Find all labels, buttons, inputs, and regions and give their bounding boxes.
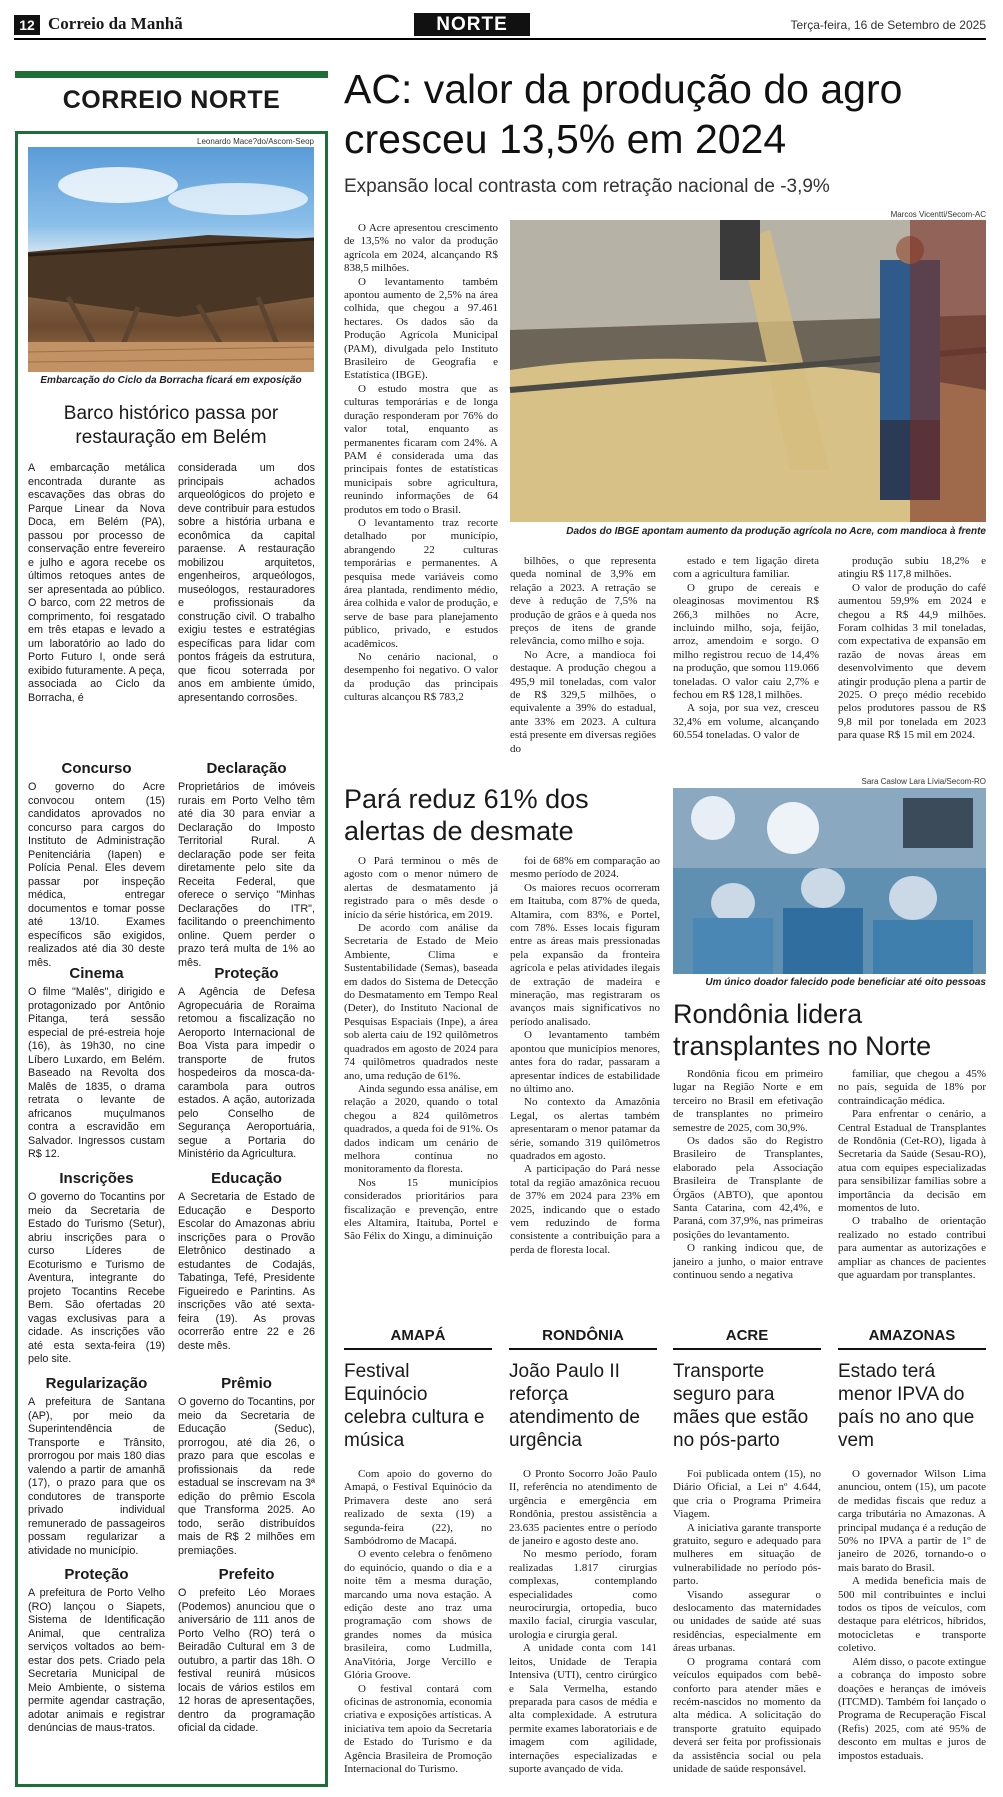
rondonia-photo-caption: Um único doador falecido pode beneficiar até oito pessoas bbox=[705, 977, 986, 988]
paragraph: produção subiu 18,2% e atingiu R$ 117,8 milhões. bbox=[838, 555, 986, 581]
paragraph: O trabalho de orientação realizado no estado contribui para aumentar as autorizações e ampliar as chances de pacientes que aguardam por transplantes. bbox=[838, 1215, 986, 1282]
main-col4 bbox=[838, 555, 986, 742]
note-title: Proteção bbox=[64, 1566, 129, 1583]
paragraph: Os maiores recuos ocorreram em Itaituba, com 87% de queda, Altamira, com 83%, e Portel, com 78%. Esses locais figuram entre as áreas mais pressionadas pela expansão da fronteira agrícola e pelas atividades ilegais de extração de madeira e mineração, mas registraram os avanços mais significativos no período analisado. bbox=[510, 881, 660, 1028]
para-col1 bbox=[344, 855, 498, 1305]
sidebar-top-bar bbox=[15, 71, 328, 78]
sidebar-lead-col1: A embarcação metálica encontrada durante as escavações das obras do Parque Linear da Nova Doca, em Belém (PA), passou por processo de conservação entre fevereiro e julho e agora recebe os últimos retoques antes de ser apresentada ao público. O barco, com 22 metros de comprimento, foi resgatado em três etapas e levado a um laboratório ao lado do Porto Futuro I, onde será exibido futuramente. A peça, associada ao Ciclo da Borracha, é bbox=[28, 462, 165, 704]
note-text: O governo do Tocantins, por meio da Secretaria de Educação (Seduc), prorrogou, até dia 26, o prazo para que escolas e profissionais da rede estadual se inscrevam na 3ª edição do prêmio Escola que Transforma 2025. Ao todo, serão distribuídos mais de R$ 2 milhões em premiações. bbox=[178, 1396, 315, 1557]
para-headline: Pará reduz 61% dos alertas de desmate bbox=[344, 784, 589, 846]
note-title: Prêmio bbox=[221, 1375, 272, 1392]
sidebar-lead-col2: considerada um dos principais achados arqueológicos do projeto e deve contribuir para estudos sobre a história urbana e econômica da capital paraense. A restauração mobilizou arquitetos, engenheiros, arqueólogos, museólogos, restauradores e profissionais da construção civil. O trabalho exigiu testes e estratégias específicas para lidar com pontos frágeis da estrutura, que ficou soterrada por anos em ambiente úmido, apresentando corrosões. bbox=[178, 462, 315, 704]
note-declaracao bbox=[178, 760, 315, 969]
note-title: Declaração bbox=[206, 760, 287, 777]
paragraph: De acordo com análise da Secretaria de Estado de Meio Ambiente, Clima e Sustentabilidade (Semas), baseada em dados do Sistema de Detecção do Desmatamento em Tempo Real (Deter), do Instituto Nacional de Pesquisas Espaciais (Inpe), a área sob alerta caiu de 192 quilômetros quadrados em agosto de 2024 para 74 quilômetros quadrados neste ano, uma redução de 61%. bbox=[344, 922, 498, 1082]
paragraph: A iniciativa garante transporte gratuito, seguro e adequado para mulheres em situação de vulnerabilidade no período pós-parto. bbox=[673, 1521, 821, 1588]
paragraph: O Pará terminou o mês de agosto com o menor número de alertas de desmatamento já registrado para o mês desde o início da série histórica, em 2019. bbox=[344, 855, 498, 921]
bottom-text bbox=[509, 1468, 657, 1773]
bottom-headline: Estado terá menor IPVA do país no ano que vem bbox=[838, 1361, 975, 1451]
main-col3 bbox=[673, 555, 819, 742]
note-title: Proteção bbox=[214, 965, 279, 982]
grain-photo bbox=[510, 220, 986, 522]
note-text: A Agência de Defesa Agropecuária de Roraima retomou a fiscalização no Aeroporto Internacional de Boa Vista para impedir o transporte de frutos hospedeiros da mosca-da-carambola para outros estados. A ação, autorizada pelo Conselho de Segurança Aeroportuária, segue a Portaria do Ministério da Agricultura. bbox=[178, 986, 315, 1160]
note-text: O filme "Malês", dirigido e protagonizado por Antônio Pitanga, terá sessão especial de pré-estreia hoje (16), às 19h30, no cine Líbero Luxardo, em Belém. Baseado na Revolta dos Malês de 1835, o drama retrata o levante de africanos muçulmanos contra a escravidão em Salvador. Ingressos custam R$ 12. bbox=[28, 986, 165, 1160]
paragraph: bilhões, o que representa queda nominal de 3,9% em relação a 2023. A retração se deve à redução de 7,5% na produção de grãos e à queda nos preços de itens de grande relevância, como milho e soja. bbox=[510, 555, 656, 648]
page-header bbox=[14, 12, 986, 38]
bottom-story-amapa bbox=[344, 1327, 492, 1773]
boat-photo-art bbox=[28, 147, 314, 372]
bottom-headline: Transporte seguro para mães que estão no pós-parto bbox=[673, 1361, 809, 1451]
paragraph: Foi publicada ontem (15), no Diário Oficial, a Lei nº 4.644, que cria o Programa Primeira Viagem. bbox=[673, 1468, 821, 1521]
note-protecao-2 bbox=[28, 1566, 165, 1749]
main-headline: AC: valor da produção do agro cresceu 13,5% em 2024 bbox=[344, 66, 903, 162]
paragraph: O levantamento traz recorte detalhado por município, abrangendo 22 culturas temporárias e permanentes. A pesquisa mede variáveis como área plantada, rendimento médio, área colhida e valor de produção, e serve de base para planejamento público, privado, e estudos acadêmicos. bbox=[344, 516, 498, 650]
issue-date: Terça-feira, 16 de Setembro de 2025 bbox=[790, 18, 986, 32]
paragraph: No cenário nacional, o desempenho foi negativo. O valor da produção das principais culturas alcançou R$ 783,2 bbox=[344, 651, 498, 704]
bottom-headline: João Paulo II reforça atendimento de urgência bbox=[509, 1361, 640, 1451]
note-inscricoes bbox=[28, 1170, 165, 1367]
paragraph: No Acre, a mandioca foi destaque. A produção chegou a 495,9 mil toneladas, com valor de R$ 329,5 milhões, o equivalente a 39% do estadual, ante 33% em 2023. A cultura está presente em diversas regiões do bbox=[510, 648, 656, 755]
note-educacao bbox=[178, 1170, 315, 1367]
paragraph: O levantamento também apontou aumento de 2,5% na área colhida, que chegou a 97.461 hectares. Os dados são da Produção Agrícola Municipal (PAM), divulgada pelo Instituto Brasileiro de Geografia e Estatística (IBGE). bbox=[344, 275, 498, 382]
sidebar-headline: Barco histórico passa por restauração em Belém bbox=[63, 403, 279, 448]
bottom-headline: Festival Equinócio celebra cultura e música bbox=[344, 1361, 485, 1451]
state-label: AMAZONAS bbox=[838, 1327, 986, 1350]
note-prefeito bbox=[178, 1566, 315, 1749]
bottom-story-acre bbox=[673, 1327, 821, 1773]
surgery-photo bbox=[673, 788, 986, 974]
note-protecao-1 bbox=[178, 965, 315, 1162]
boat-photo bbox=[28, 147, 314, 372]
state-label: ACRE bbox=[673, 1327, 821, 1350]
note-text: A Secretaria de Estado de Educação e Desporto Escolar do Amazonas abriu inscrições para o Provão Eletrônico destinado a estudantes de Codajás, Tabatinga, Tefé, Presidente Figueiredo e Parintins. As inscrições vão até sexta-feira (19). As provas ocorrerão entre 22 e 26 deste mês. bbox=[178, 1191, 315, 1352]
paragraph: O Pronto Socorro João Paulo II, referência no atendimento de urgência e emergência em Rondônia, prestou assistência a 23.635 pacientes entre o período de janeiro e agosto deste ano. bbox=[509, 1468, 657, 1548]
note-cinema bbox=[28, 965, 165, 1162]
note-text: O governo do Tocantins por meio da Secretaria de Estado do Turismo (Setur), abriu inscrições para o curso Líderes de Ecoturismo e Turismo de Aventura, integrante do projeto Tocantins Recebe Bem. São ofertadas 20 vagas exclusivas para a cidade. As inscrições vão até esta sexta-feira (19) pelo site. bbox=[28, 1191, 165, 1365]
sidebar-photo-caption: Embarcação do Ciclo da Borracha ficará em exposição bbox=[40, 375, 302, 386]
sidebar-notes-left bbox=[28, 752, 165, 1749]
paragraph: O ranking indicou que, de janeiro a junho, o maior entrave continuou sendo a negativa bbox=[673, 1242, 823, 1282]
sidebar-title: CORREIO NORTE bbox=[62, 86, 281, 114]
header-rule bbox=[14, 38, 986, 40]
paragraph: O valor de produção do café aumentou 59,9% em 2024 e chegou a R$ 44,9 milhões. Foram colhidas 3 mil toneladas, com expectativa de expansão em razão de novas áreas em desenvolvimento que devem atingir produção plena a partir de 2025. O preço médio recebido pelos produtores passou de R$ 9,8 mil por tonelada em 2023 para quase R$ 15 mil em 2024. bbox=[838, 581, 986, 742]
paragraph: O evento celebra o fenômeno do equinócio, quando o dia e a noite têm a mesma duração, marcando uma nova estação. A edição deste ano traz uma programação com shows de grandes nomes da música brasileira, como Ludmilla, AnaVitória, Jorge Vercillo e Glória Groove. bbox=[344, 1548, 492, 1682]
state-label: AMAPÁ bbox=[344, 1327, 492, 1350]
note-text: O prefeito Léo Moraes (Podemos) anunciou que o aniversário de 111 anos de Porto Velho (RO) terá o Beiradão Cultural em 3 de outubro, a partir das 18h. O festival reunirá músicos locais de vários estilos em 12 horas de apresentações, dentro da programação oficial da cidade. bbox=[178, 1587, 315, 1734]
paragraph: O estudo mostra que as culturas temporárias e de longa duração responderam por 76% do valor total, enquanto as permanentes ficaram com 24%. A PAM é considerada uma das principais fontes de estatísticas municipais sobre agricultura, reunindo informações de 64 produtos em todo o Brasil. bbox=[344, 382, 498, 516]
paper-name: Correio da Manhã bbox=[48, 14, 183, 33]
rondonia-photo-credit: Sara Caslow Lara Lívia/Secom-RO bbox=[861, 777, 986, 786]
main-col2 bbox=[510, 555, 656, 755]
main-subhead: Expansão local contrasta com retração nacional de -3,9% bbox=[344, 176, 830, 197]
surgery-photo-art bbox=[673, 788, 986, 974]
paragraph: Visando assegurar o deslocamento das maternidades ou unidades de saúde até suas residências, especialmente em áreas urbanas. bbox=[673, 1588, 821, 1655]
note-text: A prefeitura de Porto Velho (RO) lançou o Siapets, Sistema de Identificação Animal, que centraliza serviços voltados ao bem-estar dos pets. Criado pela Secretaria Municipal de Meio Ambiente, o sistema permite agendar castração, adotar animais e registrar denúncias de maus-tratos. bbox=[28, 1587, 165, 1734]
paragraph: O Acre apresentou crescimento de 13,5% no valor da produção agrícola em 2024, alcançando R$ 838,5 milhões. bbox=[344, 222, 498, 275]
paragraph: estado e tem ligação direta com a agricultura familiar. bbox=[673, 555, 819, 581]
paragraph: O levantamento também apontou que municípios menores, antes fora do radar, passaram a apresentar índices de estabilidade no último ano. bbox=[510, 1029, 660, 1095]
paragraph: No mesmo período, foram realizadas 1.817 cirurgias complexas, contemplando especialidades como neurocirurgia, ortopedia, buco maxilo facial, cirurgia vascular, urologia e cirurgia geral. bbox=[509, 1548, 657, 1641]
bottom-strip bbox=[344, 1327, 986, 1787]
main-photo-caption: Dados do IBGE apontam aumento da produção agrícola no Acre, com mandioca à frente bbox=[566, 526, 986, 537]
paragraph: O grupo de cereais e oleaginosas movimentou R$ 266,3 milhões no Acre, incluindo milho, soja, feijão, arroz, amendoim e sorgo. O milho registrou recuo de 14,4% na produção, que somou 119.066 toneladas. O valor caiu 2,7% e fechou em R$ 128,1 milhões. bbox=[673, 581, 819, 702]
paragraph: A medida beneficia mais de 500 mil contribuintes e inclui todos os tipos de veículos, com destaque para elétricos, híbridos, motocicletas e transporte coletivo. bbox=[838, 1575, 986, 1655]
note-title: Concurso bbox=[61, 760, 132, 777]
main-photo-credit: Marcos Vicentti/Secom-AC bbox=[890, 210, 986, 219]
para-col2 bbox=[510, 855, 660, 1305]
paragraph: Rondônia ficou em primeiro lugar na Região Norte e em terceiro no Brasil em efetivação de transplantes no primeiro semestre de 2025, com 30,9%. bbox=[673, 1068, 823, 1134]
bottom-text bbox=[673, 1468, 821, 1773]
sidebar-notes-right bbox=[178, 752, 315, 1749]
paragraph: Com apoio do governo do Amapá, o Festival Equinócio da Primavera deste ano será realizado de sexta (19) a segunda-feira (22), no Sambódromo de Macapá. bbox=[344, 1468, 492, 1548]
note-text: O governo do Acre convocou ontem (15) candidatos aprovados no concurso para cargos do Instituto de Administração Penitenciária (Iapen) e Polícia Penal. Eles devem passar por inspeção médica, entregar documentos e tomar posse até 13/10. Exames específicos são exigidos, realizados até dia 30 deste mês. bbox=[28, 781, 165, 969]
note-regularizacao bbox=[28, 1375, 165, 1558]
paragraph: O programa contará com veículos equipados com bebê-conforto para atender mães e recém-nascidos no momento da alta médica. A solicitação do transporte gratuito equipado deverá ser feita por profissionais da assistência social ou pela unidade de saúde responsável. bbox=[673, 1655, 821, 1775]
paragraph: A participação do Pará nesse total da região amazônica recuou de 37% em 2024 para 23% em 2025, indicando que o estado vem reduzindo de forma consistente a contribuição para a perda de floresta local. bbox=[510, 1163, 660, 1256]
paragraph: O governador Wilson Lima anunciou, ontem (15), um pacote de medidas fiscais que reduz a carga tributária no Amazonas. A principal mudança é a redução de 50% no IPVA a partir de 1º de janeiro de 2026, tornando-o o mais barato do Brasil. bbox=[838, 1468, 986, 1574]
rondonia-col2 bbox=[838, 1068, 986, 1305]
bottom-text bbox=[344, 1468, 492, 1773]
paragraph: familiar, que chegou a 45% no país, seguida de 18% por contraindicação médica. bbox=[838, 1068, 986, 1107]
note-concurso bbox=[28, 760, 165, 969]
grain-photo-art bbox=[510, 220, 986, 522]
paragraph: Os dados são do Registro Brasileiro de Transplantes, elaborado pela Associação Brasileira de Transplante de Órgãos (ABTO), que apontou Santa Catarina, com 42,4%, e Paraná, com 37,9%, nas primeiras posições do levantamento. bbox=[673, 1135, 823, 1241]
rondonia-headline: Rondônia lidera transplantes no Norte bbox=[673, 999, 932, 1061]
paragraph: Além disso, o pacote extingue a cobrança do imposto sobre doações e heranças de imóveis (ITCMD). Também foi lançado o Programa de Recuperação Fiscal (Refis) 2025, com até 95% de desconto em multas e juros de impostos estaduais. bbox=[838, 1655, 986, 1762]
note-text: Proprietários de imóveis rurais em Porto Velho têm até dia 30 para enviar a Declaração do Imposto Territorial Rural. A declaração pode ser feita diretamente pelo site da Receita Federal, que oferece o serviço "Minhas Declarações do ITR", facilitando o preenchimento online. Quem perder o prazo terá multa de 1% ao mês. bbox=[178, 781, 315, 969]
note-title: Regularização bbox=[45, 1375, 148, 1392]
bottom-story-amazonas bbox=[838, 1327, 986, 1773]
paragraph: O festival contará com oficinas de astronomia, economia criativa e exposições artísticas. A iniciativa tem apoio da Secretaria de Estado do Turismo e da Agência Brasileira de Promoção Internacional do Turismo. bbox=[344, 1682, 492, 1775]
paragraph: A unidade conta com 141 leitos, Unidade de Terapia Intensiva (UTI), centro cirúrgico e Sala Vermelha, estando preparada para casos de média e alta complexidade. A estrutura permite exames laboratoriais e de imagem com agilidade, internações especializadas e suporte avançado de vida. bbox=[509, 1642, 657, 1775]
note-title: Prefeito bbox=[218, 1566, 275, 1583]
paragraph: A soja, por sua vez, cresceu 32,4% em volume, alcançando 60.554 toneladas. O valor de bbox=[673, 702, 819, 742]
rondonia-col1 bbox=[673, 1068, 823, 1305]
paragraph: Nos 15 municípios considerados prioritários para fiscalização e prevenção, entre eles Altamira, Itaituba, Portel e São Félix do Xingu, a diminuição bbox=[344, 1176, 498, 1243]
sidebar-photo-credit: Leonardo Mace?do/Ascom-Seop bbox=[197, 137, 314, 146]
paragraph: Para enfrentar o cenário, a Central Estadual de Transplantes de Rondônia (Cet-RO), ligada à Secretaria da Saúde (Sesau-RO), atua com equipes especializadas para sensibilizar famílias sobre a importância da decisão em momentos de luto. bbox=[838, 1108, 986, 1215]
paragraph: foi de 68% em comparação ao mesmo período de 2024. bbox=[510, 855, 660, 881]
bottom-story-rondonia bbox=[509, 1327, 657, 1773]
main-col1 bbox=[344, 222, 498, 738]
note-title: Educação bbox=[211, 1170, 282, 1187]
note-text: A prefeitura de Santana (AP), por meio da Superintendência de Transporte e Trânsito, prorrogou por mais 180 dias valendo a partir de amanhã (17), o prazo para que os condutores de transporte privado individual remunerado de passageiros possam regularizar a atividade no município. bbox=[28, 1396, 165, 1557]
paragraph: Ainda segundo essa análise, em relação a 2020, quando o total chegou a 824 quilômetros quadrados, a queda foi de 91%. Os dados indicam um cenário de melhora contínua no monitoramento da floresta. bbox=[344, 1082, 498, 1176]
section-label: NORTE bbox=[414, 13, 530, 36]
page-number: 12 bbox=[14, 15, 40, 35]
note-title: Inscrições bbox=[59, 1170, 134, 1187]
state-label: RONDÔNIA bbox=[509, 1327, 657, 1350]
note-title: Cinema bbox=[69, 965, 124, 982]
bottom-text bbox=[838, 1468, 986, 1773]
paragraph: No contexto da Amazônia Legal, os alertas também apresentaram o menor patamar da série, somando 319 quilômetros quadrados em agosto. bbox=[510, 1096, 660, 1162]
note-premio bbox=[178, 1375, 315, 1558]
